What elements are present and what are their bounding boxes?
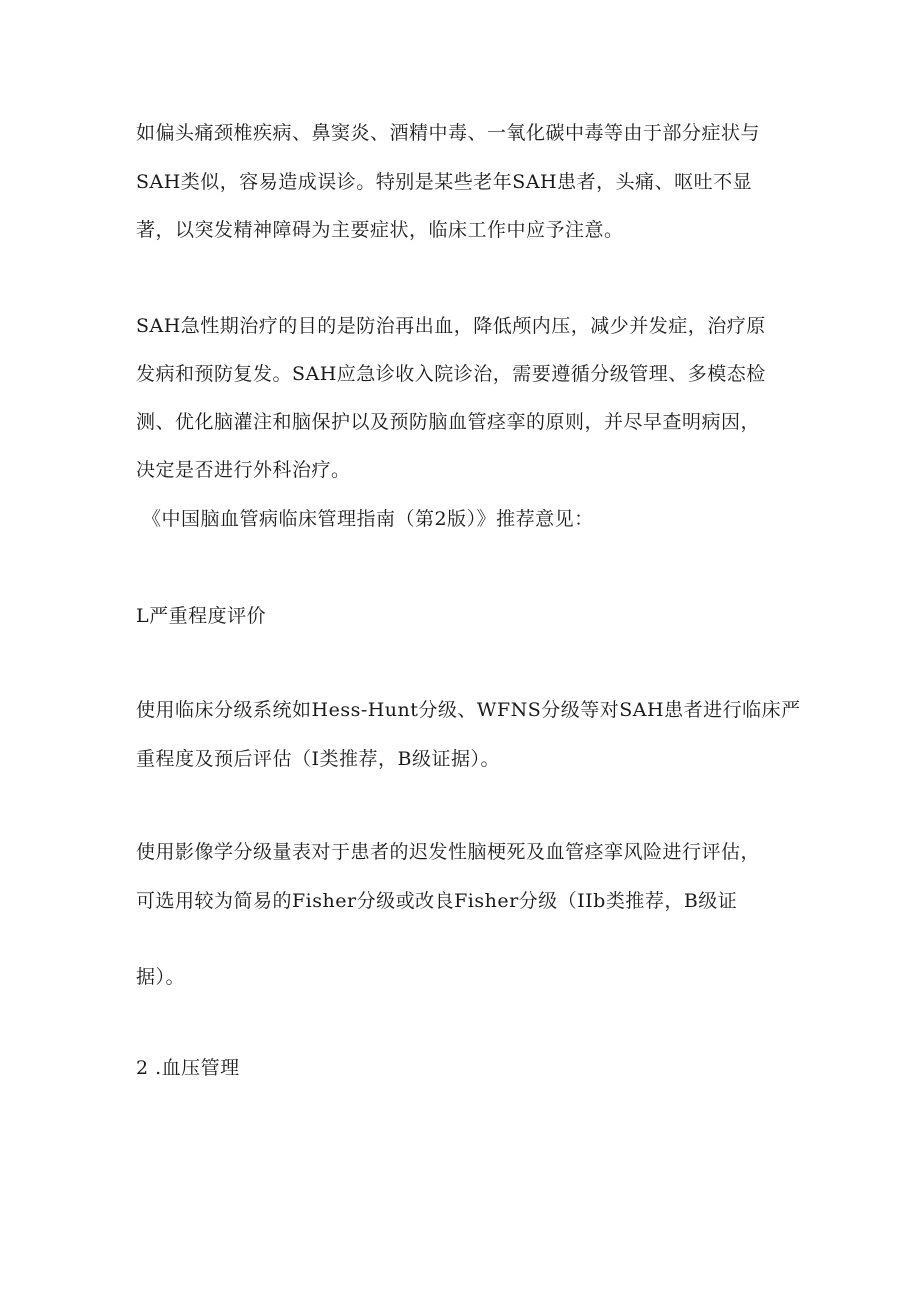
paragraph-1-line-2: SAH类似，容易造成误诊。特别是某些老年SAH患者，头痛、呕吐不显 (136, 171, 753, 193)
paragraph-3-line-2: 重程度及预后评估（I类推荐，B级证据）。 (136, 748, 500, 770)
paragraph-2-line-4: 决定是否进行外科治疗。 (136, 459, 351, 481)
paragraph-1-line-1: 如偏头痛颈椎疾病、鼻窦炎、酒精中毒、一氧化碳中毒等由于部分症状与 (136, 122, 761, 144)
paragraph-2-line-2: 发病和预防复发。SAH应急诊收入院诊治，需要遵循分级管理、多模态检 (136, 363, 766, 385)
paragraph-2-line-1: SAH急性期治疗的目的是防治再出血，降低颅内压，减少并发症，治疗原 (136, 315, 766, 337)
paragraph-4-line-2: 可选用较为简易的Fisher分级或改良Fisher分级（IIb类推荐，B级证 (136, 890, 738, 912)
guideline-intro: 《中国脑血管病临床管理指南（第2版）》推荐意见： (142, 508, 594, 530)
section-heading-1: L严重程度评价 (136, 605, 267, 627)
paragraph-4-line-1: 使用影像学分级量表对于患者的迟发性脑梗死及血管痉挛风险进行评估， (136, 841, 761, 863)
paragraph-1-line-3: 著，以突发精神障碍为主要症状，临床工作中应予注意。 (136, 219, 624, 241)
paragraph-2-line-3: 测、优化脑灌注和脑保护以及预防脑血管痉挛的原则，并尽早查明病因， (136, 411, 761, 433)
section-heading-2: 2 .血压管理 (136, 1057, 240, 1079)
paragraph-3-line-1: 使用临床分级系统如Hess-Hunt分级、WFNS分级等对SAH患者进行临床严 (136, 699, 801, 721)
paragraph-4-line-3: 据）。 (136, 966, 186, 988)
